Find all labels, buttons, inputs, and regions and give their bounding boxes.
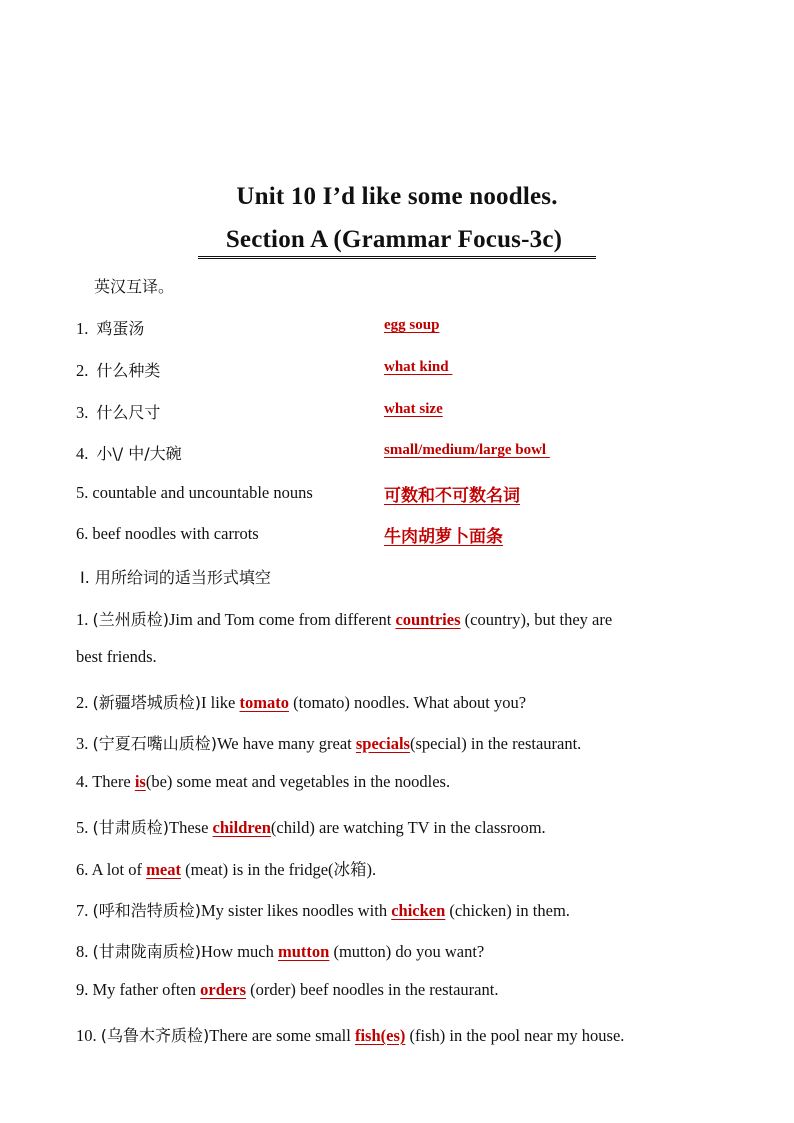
section-heading: Ⅰ. 用所给词的适当形式填空 bbox=[80, 568, 271, 587]
vocab-item: 4. 小\/ 中/大碗 bbox=[76, 444, 182, 463]
answer-blank: specials bbox=[355, 734, 410, 753]
exercise-item: 1. (兰州质检)Jim and Tom come from different countries (country), but they are bbox=[76, 610, 613, 629]
vocab-item: 5. countable and uncountable nouns bbox=[76, 483, 313, 502]
vocab-item: 2. 什么种类 bbox=[76, 361, 161, 380]
vocab-answer: 牛肉胡萝卜面条 bbox=[384, 527, 503, 547]
exercise-item: 10. (乌鲁木齐质检)There are some small fish(es) (fish) in the pool near my house. bbox=[76, 1026, 625, 1045]
vocab-item: 3. 什么尺寸 bbox=[76, 403, 161, 422]
exercise-item: 2. (新疆塔城质检)I like tomato (tomato) noodles. What about you? bbox=[76, 693, 527, 712]
exercise-item: 4. There is(be) some meat and vegetables in the noodles. bbox=[76, 772, 451, 791]
answer-blank: chicken bbox=[391, 901, 446, 920]
exercise-item: 8. (甘肃陇南质检)How much mutton (mutton) do you want? bbox=[76, 942, 485, 961]
answer-blank: orders bbox=[200, 980, 246, 999]
exercise-item: 6. A lot of meat (meat) is in the fridge(冰箱). bbox=[76, 860, 377, 879]
answer-blank: is bbox=[134, 772, 146, 791]
exercise-item: 9. My father often orders (order) beef noodles in the restaurant. bbox=[76, 980, 499, 999]
answer-blank: meat bbox=[146, 860, 181, 879]
page-title: Unit 10 I’d like some noodles. bbox=[236, 183, 558, 210]
exercise-item-continuation: best friends. bbox=[76, 647, 157, 666]
answer-blank: countries bbox=[395, 610, 461, 629]
vocab-item: 1. 鸡蛋汤 bbox=[76, 319, 145, 338]
answer-blank: mutton bbox=[278, 942, 330, 961]
vocab-answer: egg soup bbox=[384, 317, 440, 333]
vocab-heading: 英汉互译。 bbox=[94, 277, 175, 296]
vocab-answer: what kind bbox=[384, 359, 453, 375]
page-subtitle: Section A (Grammar Focus-3c) bbox=[0, 226, 794, 259]
exercise-item: 3. (宁夏石嘴山质检)We have many great specials(special) in the restaurant. bbox=[76, 734, 582, 753]
vocab-answer: small/medium/large bowl bbox=[384, 442, 550, 458]
vocab-answer: 可数和不可数名词 bbox=[384, 486, 520, 506]
exercise-item: 7. (呼和浩特质检)My sister likes noodles with chicken (chicken) in them. bbox=[76, 901, 570, 920]
answer-blank: children bbox=[212, 818, 271, 837]
answer-blank: tomato bbox=[239, 693, 289, 712]
exercise-item: 5. (甘肃质检)These children(child) are watching TV in the classroom. bbox=[76, 818, 546, 837]
answer-blank: fish(es) bbox=[354, 1026, 406, 1045]
vocab-item: 6. beef noodles with carrots bbox=[76, 524, 259, 543]
vocab-answer: what size bbox=[384, 401, 443, 417]
